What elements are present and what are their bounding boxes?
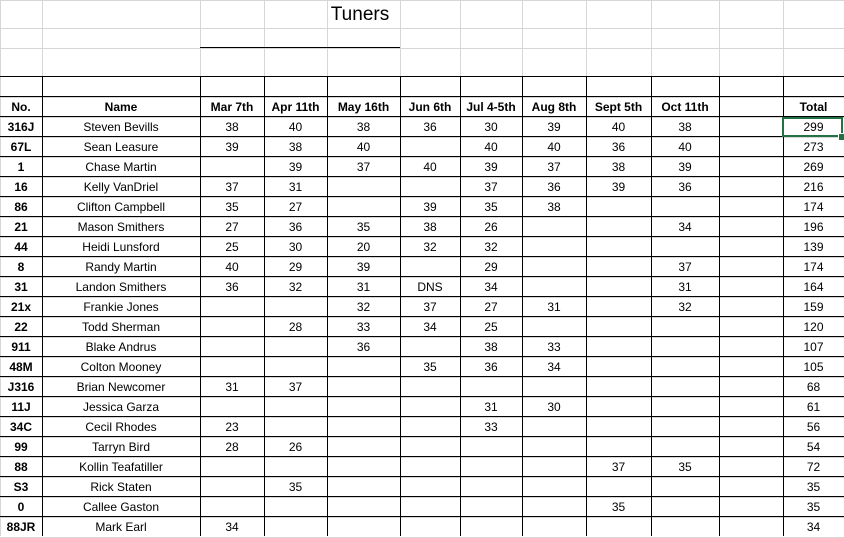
table-cell[interactable] xyxy=(522,477,586,497)
table-cell[interactable]: Colton Mooney xyxy=(80,360,162,374)
table-cell[interactable]: 35 xyxy=(806,500,821,514)
table-cell[interactable] xyxy=(327,177,400,197)
table-cell[interactable] xyxy=(586,317,651,337)
table-cell[interactable]: 139 xyxy=(803,240,824,254)
table-cell[interactable]: 11J xyxy=(11,400,31,414)
table-cell[interactable] xyxy=(651,337,719,357)
table-cell[interactable]: 36 xyxy=(288,220,303,234)
gridline-h xyxy=(0,0,844,1)
table-cell[interactable]: 48M xyxy=(9,360,33,374)
table-cell[interactable]: Kelly VanDriel xyxy=(83,180,159,194)
table-cell[interactable]: 38 xyxy=(225,120,239,134)
table-cell[interactable]: 164 xyxy=(803,280,824,294)
table-cell[interactable] xyxy=(200,337,264,357)
table-cell[interactable] xyxy=(651,477,719,497)
table-cell[interactable]: 32 xyxy=(356,300,371,314)
table-border-h xyxy=(0,76,844,77)
table-cell[interactable] xyxy=(200,357,264,377)
table-cell[interactable]: 40 xyxy=(484,140,498,154)
table-cell[interactable]: 8 xyxy=(17,260,25,274)
table-cell[interactable] xyxy=(400,477,460,497)
table-cell[interactable]: 35 xyxy=(611,500,626,514)
table-cell[interactable]: 26 xyxy=(484,220,498,234)
table-cell[interactable]: 39 xyxy=(288,160,303,174)
table-cell[interactable] xyxy=(200,317,264,337)
table-cell[interactable]: 1 xyxy=(17,160,25,174)
table-cell[interactable] xyxy=(719,317,783,337)
table-cell[interactable] xyxy=(719,117,783,137)
table-cell[interactable] xyxy=(400,497,460,517)
table-cell[interactable]: 72 xyxy=(806,460,821,474)
table-cell[interactable]: 38 xyxy=(678,120,692,134)
column-header[interactable] xyxy=(719,97,783,117)
table-cell[interactable] xyxy=(460,457,522,477)
table-cell[interactable]: Jessica Garza xyxy=(82,400,160,414)
column-header[interactable]: Total xyxy=(799,100,828,114)
table-cell[interactable] xyxy=(460,477,522,497)
table-cell[interactable]: Callee Gaston xyxy=(82,500,160,514)
table-cell[interactable]: 35 xyxy=(806,480,821,494)
table-cell[interactable] xyxy=(400,137,460,157)
table-cell[interactable]: 37 xyxy=(356,160,371,174)
table-cell[interactable]: 35 xyxy=(484,200,498,214)
table-cell[interactable]: 31 xyxy=(14,280,28,294)
table-cell[interactable]: 99 xyxy=(14,440,28,454)
table-cell[interactable]: Blake Andrus xyxy=(85,340,157,354)
table-cell[interactable]: 28 xyxy=(225,440,239,454)
table-cell[interactable] xyxy=(586,357,651,377)
table-cell[interactable]: Clifton Campbell xyxy=(76,200,166,214)
table-cell[interactable]: J316 xyxy=(7,380,35,394)
table-cell[interactable]: 37 xyxy=(611,460,626,474)
table-cell[interactable] xyxy=(586,377,651,397)
table-cell[interactable] xyxy=(327,457,400,477)
table-cell[interactable]: 29 xyxy=(288,260,303,274)
table-cell[interactable]: Chase Martin xyxy=(85,160,157,174)
table-cell[interactable]: 68 xyxy=(806,380,821,394)
table-cell[interactable] xyxy=(327,497,400,517)
table-cell[interactable] xyxy=(719,417,783,437)
table-cell[interactable] xyxy=(522,317,586,337)
table-cell[interactable]: 22 xyxy=(14,320,28,334)
table-cell[interactable]: 25 xyxy=(225,240,239,254)
table-cell[interactable]: 27 xyxy=(484,300,498,314)
table-cell[interactable]: 120 xyxy=(803,320,824,334)
table-cell[interactable] xyxy=(719,397,783,417)
table-cell[interactable]: 174 xyxy=(803,260,824,274)
table-cell[interactable] xyxy=(200,157,264,177)
column-header[interactable]: May 16th xyxy=(337,100,390,114)
table-cell[interactable]: 174 xyxy=(803,200,824,214)
table-cell[interactable]: 36 xyxy=(225,280,239,294)
column-header[interactable]: No. xyxy=(11,100,31,114)
selected-cell-outline[interactable] xyxy=(782,117,843,137)
column-header[interactable]: Jul 4-5th xyxy=(466,100,516,114)
table-cell[interactable] xyxy=(586,277,651,297)
table-cell[interactable] xyxy=(651,437,719,457)
table-cell[interactable] xyxy=(522,277,586,297)
table-cell[interactable] xyxy=(719,217,783,237)
table-cell[interactable] xyxy=(200,397,264,417)
table-cell[interactable] xyxy=(264,417,327,437)
table-cell[interactable] xyxy=(586,437,651,457)
table-cell[interactable] xyxy=(586,297,651,317)
table-cell[interactable]: 30 xyxy=(288,240,303,254)
table-cell[interactable] xyxy=(651,197,719,217)
table-cell[interactable]: 36 xyxy=(356,340,371,354)
table-cell[interactable] xyxy=(200,497,264,517)
table-cell[interactable] xyxy=(719,457,783,477)
table-cell[interactable]: 31 xyxy=(547,300,561,314)
table-cell[interactable] xyxy=(200,477,264,497)
table-cell[interactable] xyxy=(264,397,327,417)
table-cell[interactable] xyxy=(586,417,651,437)
table-cell[interactable] xyxy=(460,437,522,457)
table-cell[interactable]: 40 xyxy=(423,160,437,174)
table-cell[interactable]: 36 xyxy=(484,360,498,374)
table-cell[interactable] xyxy=(586,237,651,257)
table-cell[interactable] xyxy=(651,517,719,537)
table-cell[interactable]: Randy Martin xyxy=(85,260,157,274)
table-cell[interactable]: 32 xyxy=(288,280,303,294)
table-cell[interactable] xyxy=(327,477,400,497)
table-cell[interactable] xyxy=(522,417,586,437)
column-header[interactable]: Jun 6th xyxy=(408,100,452,114)
table-cell[interactable] xyxy=(651,497,719,517)
column-header[interactable]: Sept 5th xyxy=(594,100,643,114)
table-cell[interactable]: 39 xyxy=(423,200,437,214)
table-cell[interactable] xyxy=(719,277,783,297)
table-cell[interactable] xyxy=(719,437,783,457)
table-cell[interactable]: Tarryn Bird xyxy=(91,440,150,454)
table-cell[interactable]: 39 xyxy=(356,260,371,274)
table-cell[interactable]: 40 xyxy=(678,140,692,154)
table-cell[interactable]: 35 xyxy=(288,480,303,494)
table-cell[interactable]: S3 xyxy=(13,480,29,494)
table-cell[interactable] xyxy=(400,397,460,417)
table-cell[interactable]: 316J xyxy=(7,120,35,134)
table-cell[interactable]: 107 xyxy=(803,340,824,354)
table-cell[interactable]: Todd Sherman xyxy=(81,320,161,334)
table-cell[interactable]: Mark Earl xyxy=(95,520,147,534)
table-cell[interactable]: 40 xyxy=(547,140,561,154)
table-cell[interactable]: 40 xyxy=(356,140,371,154)
table-cell[interactable]: Mason Smithers xyxy=(77,220,165,234)
table-cell[interactable] xyxy=(400,177,460,197)
table-cell[interactable]: 31 xyxy=(484,400,498,414)
table-cell[interactable]: 38 xyxy=(288,140,303,154)
table-cell[interactable]: 38 xyxy=(484,340,498,354)
table-cell[interactable]: 29 xyxy=(484,260,498,274)
table-cell[interactable]: 30 xyxy=(547,400,561,414)
table-cell[interactable]: 28 xyxy=(288,320,303,334)
table-cell[interactable] xyxy=(719,237,783,257)
table-cell[interactable]: 38 xyxy=(356,120,371,134)
table-cell[interactable]: 38 xyxy=(547,200,561,214)
table-cell[interactable]: Kollin Teafatiller xyxy=(79,460,163,474)
table-cell[interactable]: 35 xyxy=(356,220,371,234)
table-cell[interactable] xyxy=(400,417,460,437)
table-cell[interactable]: 88 xyxy=(14,460,28,474)
table-cell[interactable] xyxy=(400,257,460,277)
table-cell[interactable]: 35 xyxy=(423,360,437,374)
table-cell[interactable] xyxy=(586,397,651,417)
table-cell[interactable]: Heidi Lunsford xyxy=(82,240,160,254)
table-cell[interactable]: 34 xyxy=(806,520,821,534)
table-cell[interactable] xyxy=(200,297,264,317)
table-cell[interactable] xyxy=(586,517,651,537)
table-cell[interactable]: 31 xyxy=(225,380,239,394)
table-cell[interactable]: 299 xyxy=(803,120,824,134)
table-cell[interactable]: 36 xyxy=(611,140,626,154)
table-cell[interactable]: 39 xyxy=(484,160,498,174)
table-cell[interactable] xyxy=(400,457,460,477)
table-cell[interactable]: 36 xyxy=(423,120,437,134)
table-cell[interactable] xyxy=(719,337,783,357)
table-cell[interactable]: 16 xyxy=(14,180,28,194)
table-cell[interactable]: 56 xyxy=(806,420,821,434)
table-cell[interactable] xyxy=(651,317,719,337)
table-cell[interactable] xyxy=(264,457,327,477)
table-cell[interactable] xyxy=(651,357,719,377)
table-cell[interactable] xyxy=(586,257,651,277)
table-cell[interactable]: 27 xyxy=(225,220,239,234)
table-cell[interactable]: DNS xyxy=(417,280,443,294)
table-cell[interactable]: 32 xyxy=(678,300,692,314)
table-cell[interactable]: 86 xyxy=(14,200,28,214)
sheet-title: Tuners xyxy=(330,4,390,25)
table-cell[interactable] xyxy=(327,437,400,457)
table-cell[interactable]: 37 xyxy=(423,300,437,314)
table-cell[interactable] xyxy=(522,497,586,517)
table-cell[interactable]: 37 xyxy=(547,160,561,174)
table-cell[interactable] xyxy=(586,337,651,357)
table-cell[interactable]: 25 xyxy=(484,320,498,334)
table-cell[interactable] xyxy=(586,197,651,217)
table-cell[interactable] xyxy=(460,517,522,537)
column-header[interactable]: Aug 8th xyxy=(531,100,577,114)
table-cell[interactable]: 88JR xyxy=(6,520,36,534)
table-cell[interactable]: 36 xyxy=(678,180,692,194)
table-cell[interactable]: 38 xyxy=(423,220,437,234)
table-cell[interactable] xyxy=(400,337,460,357)
table-cell[interactable] xyxy=(327,357,400,377)
table-cell[interactable]: 38 xyxy=(611,160,626,174)
table-cell[interactable]: 21 xyxy=(14,220,28,234)
table-cell[interactable]: 32 xyxy=(423,240,437,254)
table-cell[interactable] xyxy=(586,477,651,497)
table-cell[interactable] xyxy=(264,517,327,537)
table-cell[interactable]: 36 xyxy=(547,180,561,194)
column-header[interactable]: Name xyxy=(104,100,138,114)
table-cell[interactable]: 216 xyxy=(803,180,824,194)
table-cell[interactable]: 35 xyxy=(678,460,692,474)
table-cell[interactable]: 31 xyxy=(288,180,303,194)
table-cell[interactable]: 0 xyxy=(17,500,25,514)
table-cell[interactable] xyxy=(651,377,719,397)
table-cell[interactable]: 34 xyxy=(678,220,692,234)
table-cell[interactable]: Steven Bevills xyxy=(83,120,159,134)
table-cell[interactable]: 39 xyxy=(611,180,626,194)
table-cell[interactable]: 105 xyxy=(803,360,824,374)
table-cell[interactable] xyxy=(264,337,327,357)
table-cell[interactable]: 61 xyxy=(806,400,821,414)
table-cell[interactable]: 20 xyxy=(356,240,371,254)
table-cell[interactable]: Rick Staten xyxy=(90,480,152,494)
table-cell[interactable]: 21x xyxy=(10,300,32,314)
table-cell[interactable]: 37 xyxy=(225,180,239,194)
table-cell[interactable] xyxy=(522,517,586,537)
table-cell[interactable] xyxy=(327,517,400,537)
table-cell[interactable] xyxy=(327,197,400,217)
table-cell[interactable]: 34 xyxy=(484,280,498,294)
table-cell[interactable]: 27 xyxy=(288,200,303,214)
table-cell[interactable] xyxy=(586,217,651,237)
table-cell[interactable]: 23 xyxy=(225,420,239,434)
table-cell[interactable]: 37 xyxy=(288,380,303,394)
table-cell[interactable]: 32 xyxy=(484,240,498,254)
table-cell[interactable]: 44 xyxy=(14,240,28,254)
table-cell[interactable] xyxy=(264,357,327,377)
table-cell[interactable] xyxy=(400,377,460,397)
table-cell[interactable]: 34 xyxy=(547,360,561,374)
table-cell[interactable]: 35 xyxy=(225,200,239,214)
table-cell[interactable]: 26 xyxy=(288,440,303,454)
table-cell[interactable]: 39 xyxy=(547,120,561,134)
table-cell[interactable] xyxy=(651,237,719,257)
fill-handle[interactable] xyxy=(838,133,844,141)
table-cell[interactable] xyxy=(400,517,460,537)
table-cell[interactable]: 40 xyxy=(611,120,626,134)
table-cell[interactable]: Sean Leasure xyxy=(83,140,159,154)
table-cell[interactable]: 31 xyxy=(678,280,692,294)
gridline-h xyxy=(0,48,844,49)
table-cell[interactable]: 40 xyxy=(288,120,303,134)
table-cell[interactable]: 54 xyxy=(806,440,821,454)
table-cell[interactable] xyxy=(327,377,400,397)
gridline-h xyxy=(0,28,844,29)
table-cell[interactable]: 31 xyxy=(356,280,371,294)
table-cell[interactable] xyxy=(719,177,783,197)
table-cell[interactable]: Cecil Rhodes xyxy=(85,420,157,434)
table-cell[interactable] xyxy=(522,377,586,397)
column-header[interactable]: Apr 11th xyxy=(271,100,320,114)
table-cell[interactable] xyxy=(719,517,783,537)
column-header[interactable]: Mar 7th xyxy=(210,100,254,114)
table-cell[interactable] xyxy=(327,397,400,417)
table-cell[interactable] xyxy=(522,257,586,277)
table-cell[interactable]: 34 xyxy=(225,520,239,534)
table-cell[interactable]: 34C xyxy=(9,420,32,434)
table-cell[interactable] xyxy=(400,437,460,457)
table-cell[interactable] xyxy=(460,497,522,517)
table-cell[interactable] xyxy=(719,477,783,497)
table-cell[interactable]: 30 xyxy=(484,120,498,134)
table-cell[interactable] xyxy=(264,297,327,317)
table-cell[interactable] xyxy=(651,397,719,417)
table-cell[interactable] xyxy=(719,257,783,277)
table-cell[interactable] xyxy=(719,297,783,317)
table-cell[interactable]: 37 xyxy=(484,180,498,194)
table-cell[interactable] xyxy=(200,457,264,477)
table-cell[interactable]: 269 xyxy=(803,160,824,174)
table-cell[interactable]: 34 xyxy=(423,320,437,334)
table-cell[interactable]: 39 xyxy=(225,140,239,154)
column-header[interactable]: Oct 11th xyxy=(661,100,709,114)
table-cell[interactable]: 67L xyxy=(10,140,32,154)
table-cell[interactable]: 33 xyxy=(484,420,498,434)
table-cell[interactable]: Frankie Jones xyxy=(83,300,159,314)
table-cell[interactable] xyxy=(522,437,586,457)
table-cell[interactable]: 40 xyxy=(225,260,239,274)
table-cell[interactable] xyxy=(651,417,719,437)
table-cell[interactable] xyxy=(522,217,586,237)
table-cell[interactable] xyxy=(719,197,783,217)
table-cell[interactable]: 273 xyxy=(803,140,824,154)
table-cell[interactable]: 159 xyxy=(803,300,824,314)
table-cell[interactable] xyxy=(719,157,783,177)
table-cell[interactable]: 39 xyxy=(678,160,692,174)
table-cell[interactable] xyxy=(719,357,783,377)
table-cell[interactable] xyxy=(522,457,586,477)
table-cell[interactable]: 33 xyxy=(547,340,561,354)
table-cell[interactable]: 196 xyxy=(803,220,824,234)
table-cell[interactable] xyxy=(460,377,522,397)
table-cell[interactable] xyxy=(327,417,400,437)
title-underline xyxy=(200,47,400,48)
table-cell[interactable] xyxy=(264,497,327,517)
table-cell[interactable] xyxy=(719,377,783,397)
table-cell[interactable] xyxy=(719,137,783,157)
table-cell[interactable]: 33 xyxy=(356,320,371,334)
table-cell[interactable] xyxy=(522,237,586,257)
table-cell[interactable]: 37 xyxy=(678,260,692,274)
table-cell[interactable]: Brian Newcomer xyxy=(76,380,166,394)
table-cell[interactable] xyxy=(719,497,783,517)
table-cell[interactable]: Landon Smithers xyxy=(75,280,167,294)
table-cell[interactable]: 911 xyxy=(11,340,31,354)
